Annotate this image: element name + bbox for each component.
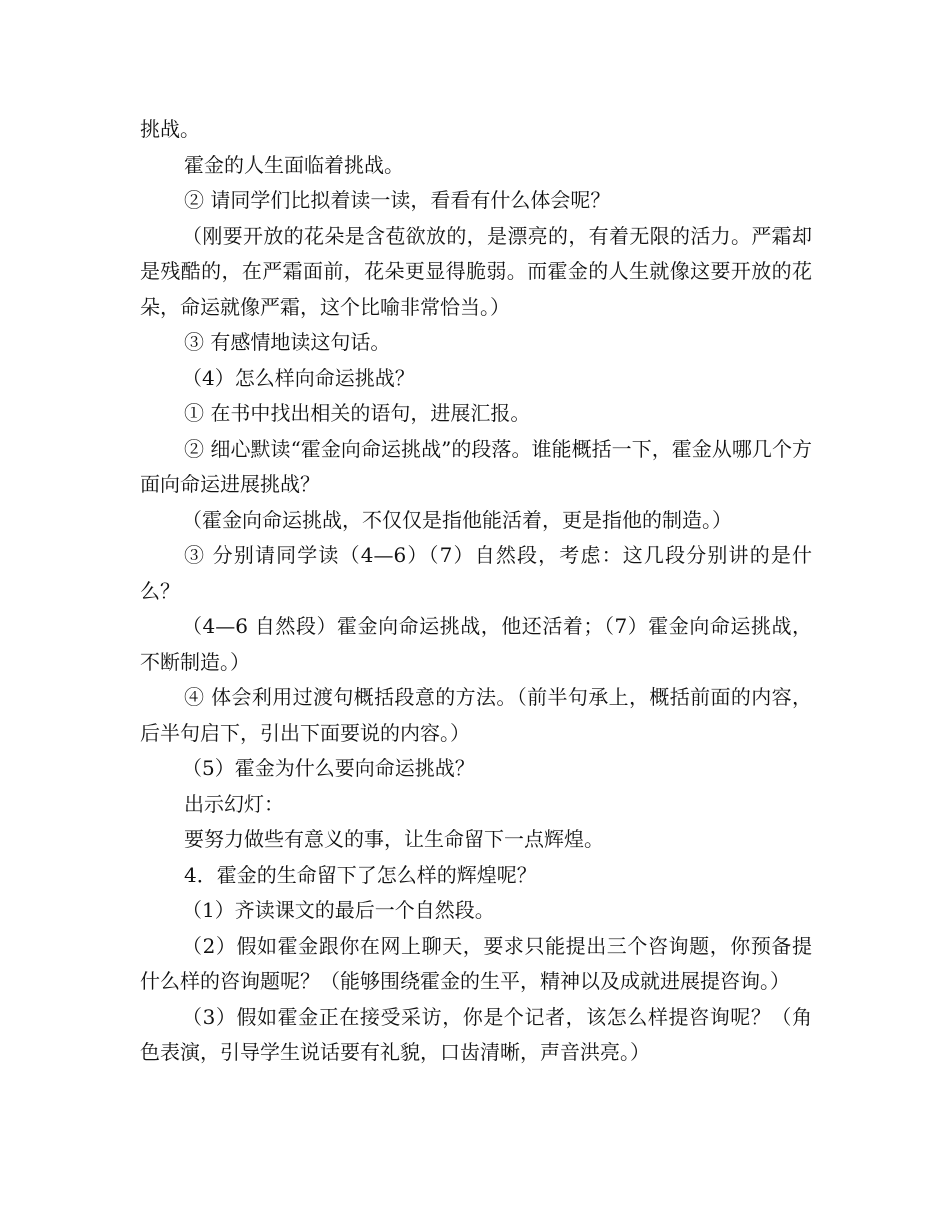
paragraph: 霍金的人生面临着挑战。 xyxy=(184,152,404,177)
paragraph: 出示幻灯： xyxy=(184,791,284,816)
paragraph: ④ 体会利用过渡句概括段意的方法。（前半句承上，概括前面的内容，后半句启下，引出下面要说的内容。） xyxy=(140,685,812,745)
paragraph: 要努力做些有意义的事，让生命留下一点辉煌。 xyxy=(184,827,604,851)
paragraph: 4．霍金的生命留下了怎么样的辉煌呢？ xyxy=(184,862,537,887)
paragraph: （刚要开放的花朵是含苞欲放的，是漂亮的，有着无限的活力。严霜却是残酷的，在严霜面前，花朵更显得脆弱。而霍金的人生就像这要开放的花朵，命运就像严霜，这个比喻非常恰当。） xyxy=(140,223,812,319)
paragraph: （5）霍金为什么要向命运挑战？ xyxy=(182,756,475,780)
paragraph: （1）齐读课文的最后一个自然段。 xyxy=(182,898,495,922)
paragraph: ③ 分别请同学读（4—6）（7）自然段，考虑：这几段分别讲的是什么？ xyxy=(140,543,812,603)
paragraph: （霍金向命运挑战，不仅仅是指他能活着，更是指他的制造。） xyxy=(182,507,732,532)
paragraph: ① 在书中找出相关的语句，进展汇报。 xyxy=(184,401,531,425)
paragraph: （4）怎么样向命运挑战？ xyxy=(182,365,415,390)
paragraph: ② 请同学们比拟着读一读，看看有什么体会呢？ xyxy=(184,188,611,212)
paragraph: （3）假如霍金正在接受采访，你是个记者，该怎么样提咨询呢？（角色表演，引导学生说话要有礼貌，口齿清晰，声音洪亮。） xyxy=(140,1004,812,1064)
paragraph: （4—6 自然段）霍金向命运挑战，他还活着；（7）霍金向命运挑战，不断制造。） xyxy=(140,614,812,674)
paragraph: ② 细心默读“霍金向命运挑战”的段落。谁能概括一下，霍金从哪几个方面向命运进展挑战？ xyxy=(140,436,812,496)
paragraph: ③ 有感情地读这句话。 xyxy=(184,330,391,354)
paragraph: （2）假如霍金跟你在网上聊天，要求只能提出三个咨询题，你预备提什么样的咨询题呢？（能够围绕霍金的生平，精神以及成就进展提咨询。） xyxy=(140,933,812,993)
paragraph-continuation: 挑战。 xyxy=(140,117,200,141)
document-body xyxy=(140,112,812,1071)
